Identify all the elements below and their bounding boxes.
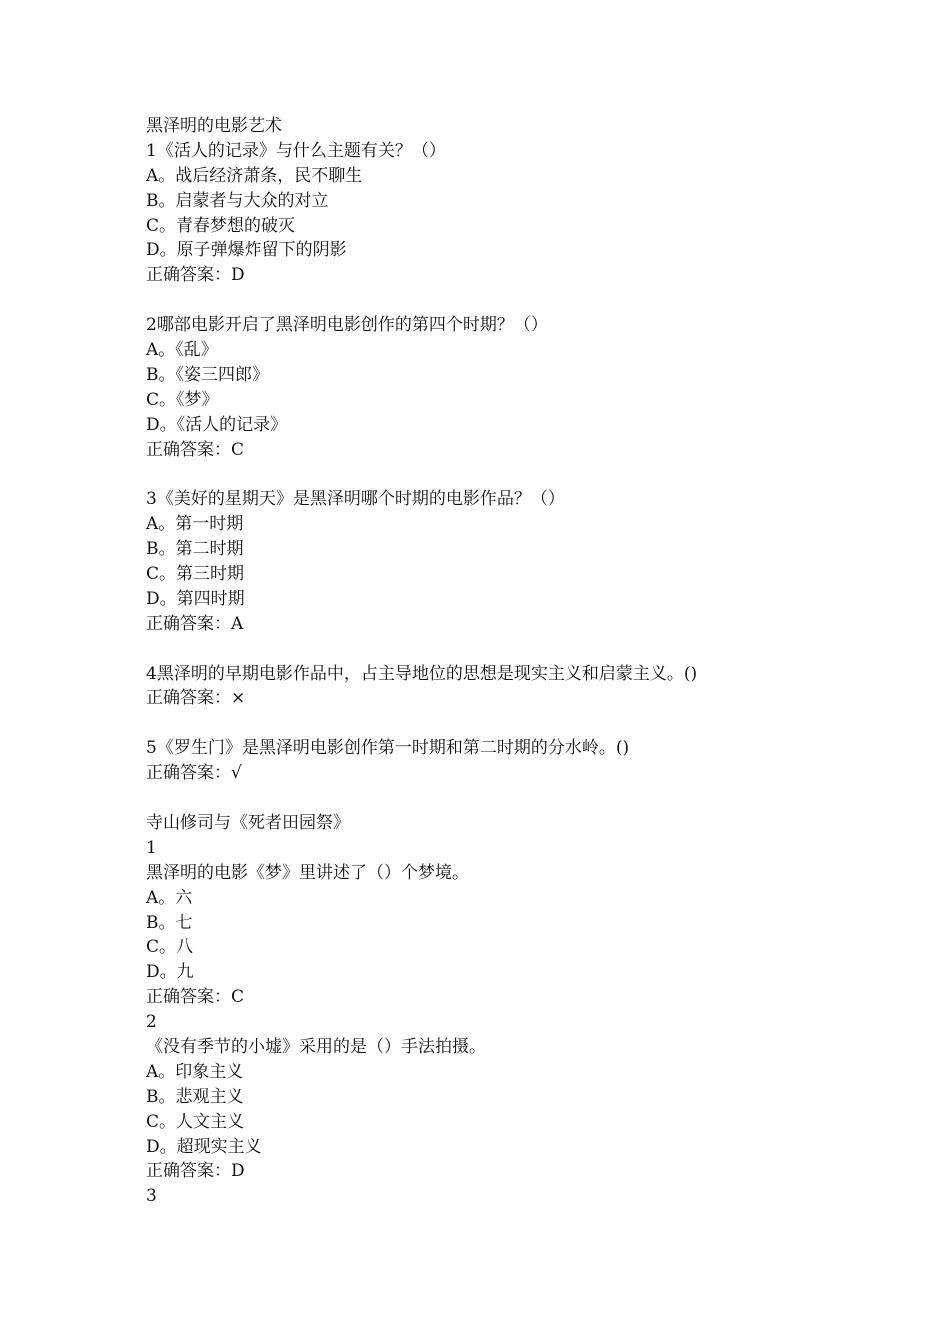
correct-answer: 正确答案：C: [146, 987, 245, 1008]
section-title: 寺山修司与《死者田园祭》: [146, 812, 350, 833]
question-block: [146, 736, 906, 786]
correct-answer: 正确答案：D: [146, 1161, 245, 1182]
question-number: 1: [146, 837, 157, 858]
option-b: B。《姿三四郎》: [146, 364, 269, 385]
question-block: [146, 836, 906, 1010]
option-d: D。《活人的记录》: [146, 414, 288, 435]
spacer: [146, 711, 906, 736]
question-stem: 4黑泽明的早期电影作品中，占主导地位的思想是现实主义和启蒙主义。(): [146, 663, 698, 684]
correct-answer: 正确答案：A: [146, 613, 244, 634]
option-c: C。人文主义: [146, 1111, 245, 1132]
option-b: B。悲观主义: [146, 1086, 244, 1107]
question-block: [146, 313, 906, 462]
question-stem: 3《美好的星期天》是黑泽明哪个时期的电影作品？（）: [146, 489, 565, 510]
question-stem: 1《活人的记录》与什么主题有关？（）: [146, 140, 446, 161]
option-a: A。第一时期: [146, 514, 244, 535]
question-stem: 2哪部电影开启了黑泽明电影创作的第四个时期？（）: [146, 315, 548, 336]
question-block: [146, 139, 906, 288]
option-a: A。《乱》: [146, 340, 218, 361]
option-c: C。八: [146, 937, 194, 958]
spacer: [146, 637, 906, 662]
option-b: B。七: [146, 912, 193, 933]
question-block: [146, 487, 906, 636]
option-b: B。启蒙者与大众的对立: [146, 190, 329, 211]
option-c: C。第三时期: [146, 564, 245, 585]
question-stem: 《没有季节的小墟》采用的是（）手法拍摄。: [146, 1036, 486, 1057]
option-a: A。战后经济萧条，民不聊生: [146, 165, 363, 186]
question-stem: 黑泽明的电影《梦》里讲述了（）个梦境。: [146, 862, 469, 883]
correct-answer: 正确答案：D: [146, 265, 245, 286]
spacer: [146, 786, 906, 811]
option-d: D。九: [146, 962, 194, 983]
correct-answer: 正确答案：C: [146, 439, 245, 460]
option-a: A。印象主义: [146, 1061, 244, 1082]
section-title: 黑泽明的电影艺术: [146, 116, 282, 136]
option-d: D。超现实主义: [146, 1136, 262, 1157]
question-block: [146, 1184, 906, 1209]
option-b: B。第二时期: [146, 539, 244, 560]
option-d: D。原子弹爆炸留下的阴影: [146, 240, 347, 261]
question-block: [146, 1010, 906, 1184]
question-number: 2: [146, 1012, 157, 1033]
correct-answer: 正确答案：√: [146, 763, 242, 784]
option-c: C。青春梦想的破灭: [146, 215, 296, 236]
option-a: A。六: [146, 887, 193, 908]
option-c: C。《梦》: [146, 389, 219, 410]
question-number: 3: [146, 1186, 157, 1207]
correct-answer: 正确答案：×: [146, 688, 246, 709]
spacer: [146, 288, 906, 313]
question-block: [146, 662, 906, 712]
option-d: D。第四时期: [146, 588, 245, 609]
document-page: [146, 114, 906, 1209]
question-stem: 5《罗生门》是黑泽明电影创作第一时期和第二时期的分水岭。(): [146, 738, 630, 759]
spacer: [146, 462, 906, 487]
